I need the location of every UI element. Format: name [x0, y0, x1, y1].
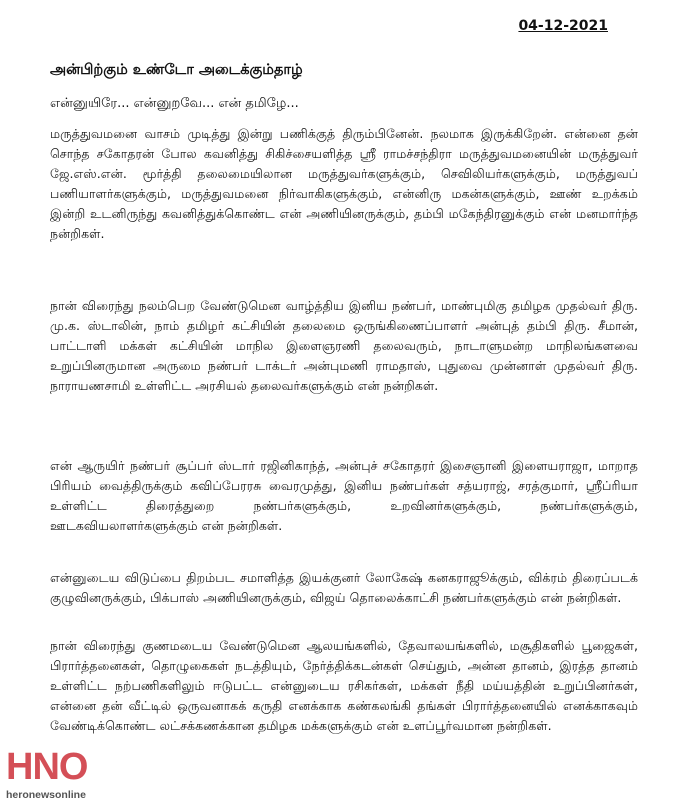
watermark-logo-mark	[6, 747, 87, 787]
paragraph-hospital-thanks: மருத்துவமனை வாசம் முடித்து இன்று பணிக்குத் திரும்பினேன். நலமாக இருக்கிறேன். என்னை தன் சொந்த சகோதரன் போல கவனித்து சிகிச்சையளித்த ஸ்ரீ ராமச்சந்திரா மருத்துவமனையின் மருத்துவர் ஜே.எஸ்.என். மூர்த்தி தலைமையிலான மருத்துவர்களுக்கும், செவிலியர்களுக்கும், மருத்துவப் பணியாளர்களுக்கும், மருத்துவமனை நிர்வாகிகளுக்கும், என்னிரு மகன்களுக்கும், ஊண் உறக்கம் இன்றி உடனிருந்து கவனித்துக்கொண்ட என் அணியினருக்கும், தம்பி மகேந்திரனுக்கும் என் மனமார்ந்த நன்றிகள்.	[50, 126, 638, 241]
statement-date: 04-12-2021	[518, 18, 608, 34]
watermark-logo	[4, 747, 104, 807]
watermark-logo-text: HNO	[6, 746, 88, 788]
paragraph-team-thanks: என்னுடைய விடுப்பை திறம்பட சமாளித்த இயக்குனர் லோகேஷ் கனகராஜூக்கும், விக்ரம் திரைப்படக் குழுவினருக்கும், பிக்பாஸ் அணியினருக்கும், விஜய் தொலைக்காட்சி நண்பர்களுக்கும் என் நன்றிகள்.	[50, 570, 638, 605]
paragraph-film-friends-thanks: என் ஆருயிர் நண்பர் சூப்பர் ஸ்டார் ரஜினிகாந்த், அன்புச் சகோதரர் இசைஞானி இளையராஜா, மாறாத பிரியம் வைத்திருக்கும் கவிப்பேரரசு வைரமுத்து, இனிய நண்பர்கள் சத்யராஜ், சரத்குமார், ஸ்ரீப்ரியா உள்ளிட்ட திரைத்துறை நண்பர்களுக்கும், உறவினர்களுக்கும், நண்பர்களுக்கும், ஊடகவியலாளர்களுக்கும் என் நன்றிகள்.	[50, 458, 638, 533]
paragraph-fans-public-thanks: நான் விரைந்து குணமடைய வேண்டுமென ஆலயங்களில், தேவாலயங்களில், மசூதிகளில் பூஜைகள், பிரார்த்தனைகள், தொழுகைகள் நடத்தியும், நேர்த்திக்கடன்கள் செய்தும், அன்ன தானம், இரத்த தானம் உள்ளிட்ட நற்பணிகளிலும் ஈடுபட்ட என்னுடைய ரசிகர்கள், மக்கள் நீதி மய்யத்தின் உறுப்பினர்கள், என்னை தன் வீட்டில் ஒருவனாகக் கருதி எனக்காக கண்கலங்கி தங்கள் பிரார்த்தனையில் எனக்காகவும் வேண்டிக்கொண்ட லட்சக்கணக்கான தமிழக மக்களுக்கும் என் உளப்பூர்வமான நன்றிகள்.	[50, 638, 638, 733]
paragraph-political-leaders-thanks: நான் விரைந்து நலம்பெற வேண்டுமென வாழ்த்திய இனிய நண்பர், மாண்புமிகு தமிழக முதல்வர் திரு. மு.க. ஸ்டாலின், நாம் தமிழர் கட்சியின் தலைமை ஒருங்கிணைப்பாளர் அன்புத் தம்பி திரு. சீமான், பாட்டாளி மக்கள் கட்சியின் மாநில இளைஞரணி தலைவரும், நாடாளுமன்ற மாநிலங்களவை உறுப்பினருமான அருமை நண்பர் டாக்டர் அன்புமணி ராமதாஸ், புதுவை முன்னாள் முதல்வர் திரு. நாராயணசாமி உள்ளிட்ட அரசியல் தலைவர்களுக்கும் என் நன்றிகள்.	[50, 298, 638, 393]
greeting-line: என்னுயிரே... என்னுறவே... என் தமிழே...	[50, 96, 299, 111]
statement-title: அன்பிற்கும் உண்டோ அடைக்கும்தாழ்	[50, 62, 303, 78]
watermark-site-name: heronewsonline	[6, 789, 86, 801]
